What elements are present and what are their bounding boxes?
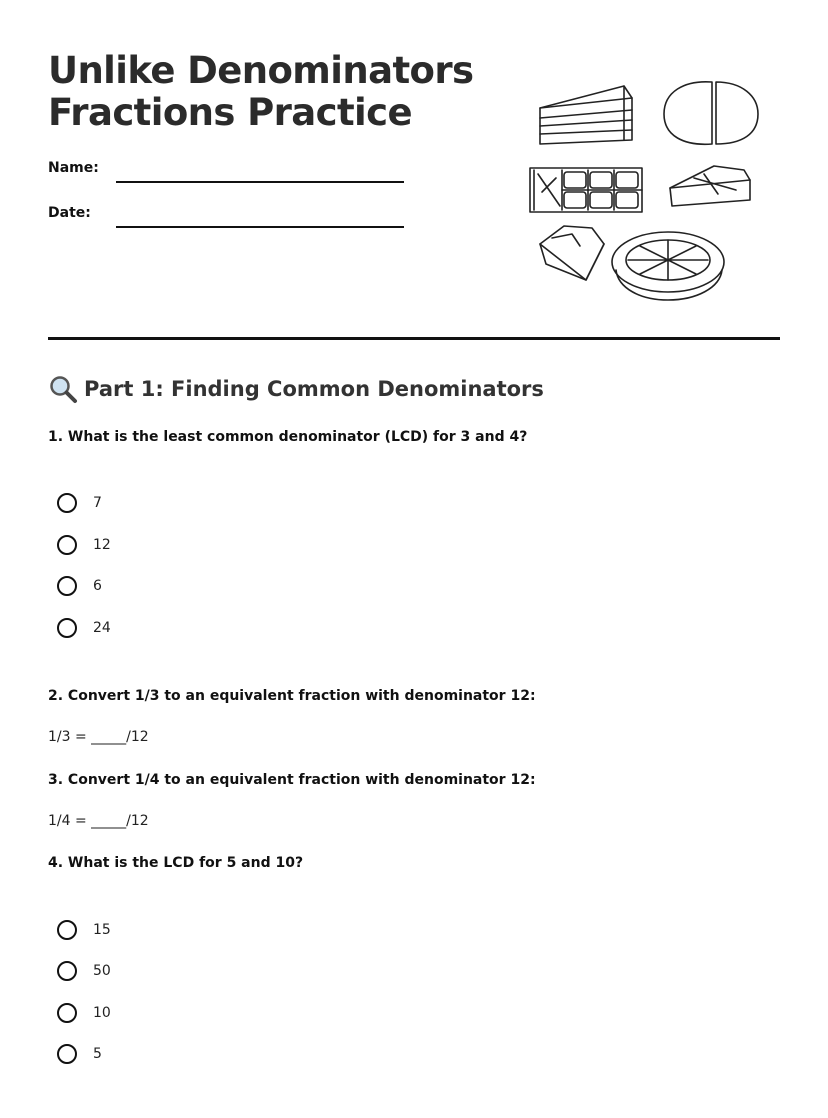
question-2: 2. Convert 1/3 to an equivalent fraction with denominator 12: (48, 688, 536, 704)
q1-option-1-radio[interactable] (57, 493, 77, 513)
part-1-title (48, 374, 544, 404)
q4-option-1[interactable] (57, 918, 111, 942)
q4-option-3[interactable] (57, 1001, 111, 1025)
q4-option-1-radio[interactable] (57, 920, 77, 940)
fraction-foods-illustration (524, 74, 764, 310)
question-1: 1. What is the least common denominator (LCD) for 3 and 4? (48, 429, 528, 445)
q1-option-3-radio[interactable] (57, 576, 77, 596)
pie-slice-icon (540, 226, 604, 280)
q4-option-1-label: 15 (93, 922, 111, 938)
q1-option-1-label: 7 (93, 495, 102, 511)
q4-option-2-radio[interactable] (57, 961, 77, 981)
header-divider (48, 337, 780, 340)
question-4: 4. What is the LCD for 5 and 10? (48, 855, 304, 871)
question-3-answer-line[interactable]: 1/4 = _____/12 (48, 813, 149, 829)
q4-option-3-label: 10 (93, 1005, 111, 1021)
part-1-title-text: Part 1: Finding Common Denominators (84, 377, 544, 401)
q4-option-4[interactable] (57, 1042, 102, 1066)
q1-option-4[interactable] (57, 616, 111, 640)
question-3: 3. Convert 1/4 to an equivalent fraction with denominator 12: (48, 772, 536, 788)
q4-option-4-radio[interactable] (57, 1044, 77, 1064)
q1-option-1[interactable] (57, 491, 102, 515)
date-field-line[interactable] (116, 226, 404, 228)
magnifying-glass-icon (48, 374, 78, 404)
name-field-line[interactable] (116, 181, 404, 183)
cheese-wedge-icon (670, 166, 750, 206)
layer-cake-slice-icon (540, 86, 632, 144)
split-circle-icon (664, 82, 758, 144)
name-label: Name: (48, 160, 99, 176)
q1-option-2-radio[interactable] (57, 535, 77, 555)
title-line-1: Unlike Denominators (48, 49, 474, 92)
q1-option-2[interactable] (57, 533, 111, 557)
sliced-pie-icon (612, 232, 724, 300)
q4-option-3-radio[interactable] (57, 1003, 77, 1023)
q1-option-3[interactable] (57, 574, 102, 598)
q1-option-4-label: 24 (93, 620, 111, 636)
chocolate-bar-icon (530, 168, 642, 212)
title-line-2: Fractions Practice (48, 91, 412, 134)
q1-option-2-label: 12 (93, 537, 111, 553)
q4-option-2-label: 50 (93, 963, 111, 979)
q4-option-4-label: 5 (93, 1046, 102, 1062)
question-2-answer-line[interactable]: 1/3 = _____/12 (48, 729, 149, 745)
q1-option-3-label: 6 (93, 578, 102, 594)
q4-option-2[interactable] (57, 959, 111, 983)
q1-option-4-radio[interactable] (57, 618, 77, 638)
date-label: Date: (48, 205, 91, 221)
worksheet-title (48, 50, 473, 134)
